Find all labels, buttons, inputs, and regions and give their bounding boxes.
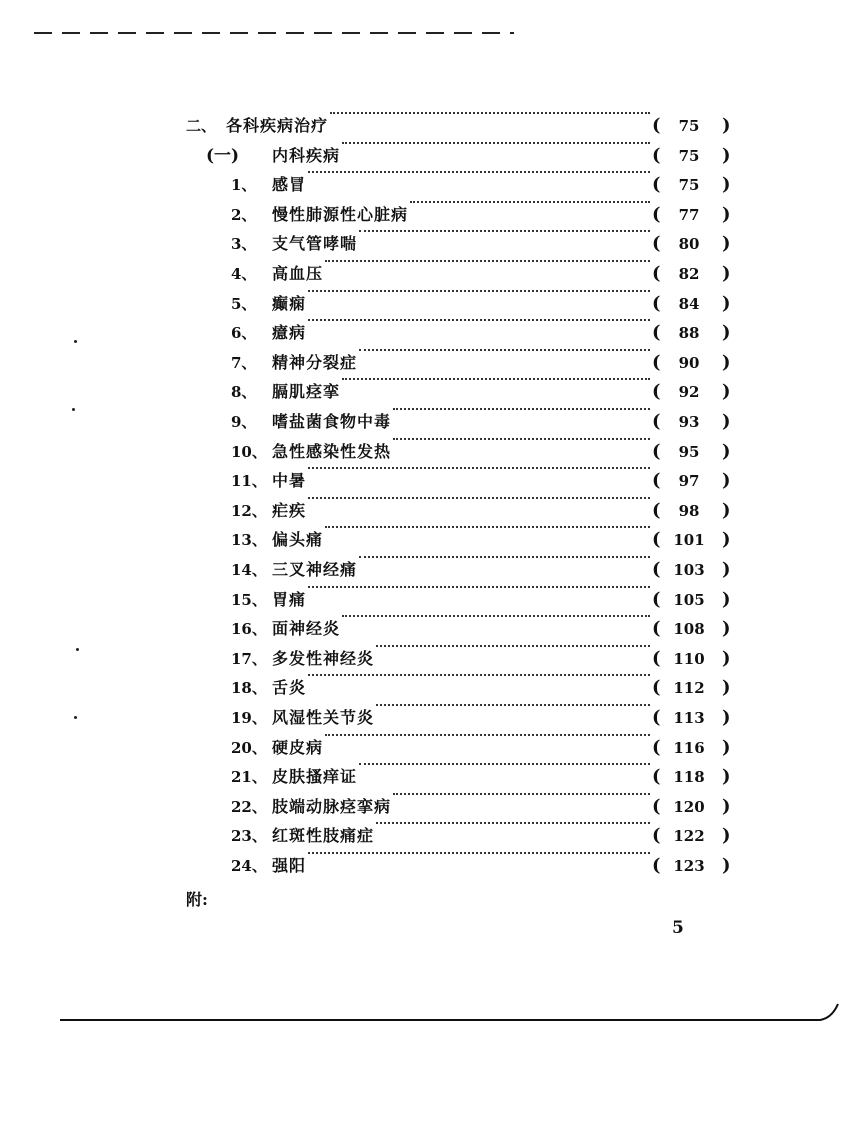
toc-leader-dots bbox=[330, 112, 650, 114]
toc-entry-title: 急性感染性发热 bbox=[272, 441, 392, 461]
toc-leader-dots bbox=[325, 734, 650, 736]
toc-paren-open: ( bbox=[652, 855, 661, 876]
toc-entry-page: 75 bbox=[678, 176, 700, 195]
toc-paren-close: ) bbox=[722, 499, 731, 521]
toc-paren-open: ( bbox=[652, 795, 661, 817]
toc-entry-page: 77 bbox=[678, 205, 700, 224]
toc-entry bbox=[0, 230, 866, 258]
toc-leader-dots bbox=[393, 408, 650, 410]
toc-leader-dots bbox=[376, 645, 650, 647]
toc-paren-open: ( bbox=[652, 647, 661, 669]
toc-entry bbox=[0, 438, 866, 466]
toc-entry-title: 三叉神经痛 bbox=[272, 560, 358, 579]
toc-entry-number: 16、 bbox=[231, 620, 267, 639]
toc-entry-title: 内科疾病 bbox=[272, 145, 341, 165]
toc-entry bbox=[0, 586, 866, 614]
toc-entry-number: 14、 bbox=[231, 561, 267, 579]
toc-leader-dots bbox=[308, 674, 650, 676]
toc-entry-page: 113 bbox=[673, 709, 705, 727]
toc-paren-open: ( bbox=[652, 825, 661, 847]
toc-entry bbox=[0, 349, 866, 377]
toc-leader-dots bbox=[410, 201, 650, 203]
toc-leader-dots bbox=[359, 763, 650, 765]
toc-entry-page: 75 bbox=[678, 146, 700, 165]
toc-paren-open: ( bbox=[652, 144, 661, 166]
toc-paren-close: ) bbox=[722, 795, 731, 817]
toc-leader-dots bbox=[359, 230, 650, 232]
toc-entry-title: 疟疾 bbox=[272, 500, 307, 520]
toc-paren-close: ) bbox=[722, 381, 731, 403]
toc-leader-dots bbox=[308, 497, 650, 499]
toc-entry bbox=[0, 852, 866, 880]
toc-entry bbox=[0, 526, 866, 554]
toc-paren-close: ) bbox=[722, 618, 731, 640]
toc-paren-close: ) bbox=[722, 233, 731, 255]
toc-entry-number: 8、 bbox=[231, 383, 257, 402]
toc-entry-number: 1、 bbox=[231, 176, 257, 195]
toc-entry-title: 中暑 bbox=[272, 471, 307, 491]
toc-entry bbox=[0, 704, 866, 732]
toc-entry-page: 101 bbox=[673, 531, 705, 550]
toc-entry-number: 21、 bbox=[231, 768, 267, 787]
toc-entry bbox=[0, 467, 866, 495]
toc-paren-open: ( bbox=[652, 707, 661, 728]
toc-entry-number: 15、 bbox=[231, 590, 267, 609]
toc-paren-close: ) bbox=[722, 588, 731, 610]
toc-entry-page: 75 bbox=[678, 117, 700, 135]
toc-entry-title: 皮肤搔痒证 bbox=[272, 767, 358, 787]
toc-paren-open: ( bbox=[652, 766, 661, 788]
toc-leader-dots bbox=[376, 704, 650, 706]
toc-leader-dots bbox=[325, 260, 650, 262]
toc-entry-number: 2、 bbox=[231, 205, 257, 224]
toc-paren-open: ( bbox=[652, 618, 661, 640]
toc-entry-number: 22、 bbox=[231, 797, 267, 816]
toc-entry-number: (一) bbox=[206, 145, 240, 166]
toc-entry bbox=[0, 112, 866, 140]
toc-leader-dots bbox=[342, 142, 650, 144]
toc-entry-page: 120 bbox=[673, 797, 705, 816]
toc-entry-number: 18、 bbox=[231, 679, 267, 698]
toc-paren-close: ) bbox=[722, 174, 731, 196]
toc-entry-number: 10、 bbox=[231, 442, 267, 461]
toc-entry bbox=[0, 734, 866, 762]
toc-paren-close: ) bbox=[722, 144, 731, 166]
toc-leader-dots bbox=[393, 793, 650, 795]
toc-paren-open: ( bbox=[652, 381, 661, 403]
toc-entry bbox=[0, 615, 866, 643]
toc-leader-dots bbox=[376, 822, 650, 824]
toc-leader-dots bbox=[359, 349, 650, 351]
toc-entry-number: 9、 bbox=[231, 413, 257, 431]
toc-paren-open: ( bbox=[652, 411, 661, 432]
toc-paren-close: ) bbox=[722, 440, 731, 462]
toc-entry bbox=[0, 763, 866, 791]
toc-entry bbox=[0, 793, 866, 821]
toc-entry-title: 各科疾病治疗 bbox=[226, 116, 329, 135]
toc-paren-close: ) bbox=[722, 322, 731, 344]
toc-entry bbox=[0, 497, 866, 525]
toc-paren-open: ( bbox=[652, 470, 661, 492]
toc-entry-title: 风湿性关节炎 bbox=[272, 708, 375, 727]
toc-entry-title: 高血压 bbox=[272, 264, 324, 283]
toc-paren-close: ) bbox=[722, 351, 731, 373]
toc-entry-page: 95 bbox=[678, 442, 700, 461]
toc-entry-title: 面神经炎 bbox=[272, 619, 341, 639]
toc-entry-number: 12、 bbox=[231, 501, 267, 520]
toc-paren-close: ) bbox=[722, 707, 731, 728]
toc-entry-page: 105 bbox=[673, 590, 705, 609]
toc-leader-dots bbox=[308, 467, 650, 469]
toc-leader-dots bbox=[393, 438, 650, 440]
toc-entry-title: 红斑性肢痛症 bbox=[272, 826, 375, 846]
toc-entry-page: 80 bbox=[678, 235, 700, 254]
toc-entry-number: 13、 bbox=[231, 531, 267, 550]
toc-paren-open: ( bbox=[652, 174, 661, 196]
toc-entry-title: 舌炎 bbox=[272, 678, 307, 698]
toc-paren-close: ) bbox=[722, 292, 731, 314]
toc-leader-dots bbox=[308, 852, 650, 854]
toc-entry-page: 93 bbox=[678, 413, 700, 431]
toc-paren-close: ) bbox=[722, 736, 731, 758]
toc-entry-title: 慢性肺源性心脏病 bbox=[272, 204, 409, 224]
toc-entry-title: 癫痫 bbox=[272, 293, 307, 313]
toc-paren-open: ( bbox=[652, 440, 661, 462]
scan-speck bbox=[76, 648, 79, 651]
scan-speck bbox=[72, 408, 75, 411]
toc-entry-title: 精神分裂症 bbox=[272, 352, 358, 372]
toc-entry-page: 110 bbox=[673, 649, 705, 668]
toc-leader-dots bbox=[342, 378, 650, 380]
toc-entry-page: 123 bbox=[673, 857, 705, 875]
toc-entry-page: 82 bbox=[678, 265, 700, 283]
toc-paren-open: ( bbox=[652, 736, 661, 758]
toc-paren-open: ( bbox=[652, 499, 661, 521]
toc-entry bbox=[0, 201, 866, 229]
scan-speck bbox=[74, 340, 77, 343]
toc-entry-page: 90 bbox=[678, 353, 700, 372]
toc-entry bbox=[0, 674, 866, 702]
toc-entry bbox=[0, 556, 866, 584]
toc-entry-page: 88 bbox=[678, 324, 700, 343]
toc-entry-page: 92 bbox=[678, 383, 700, 402]
toc-entry-page: 118 bbox=[673, 768, 705, 787]
toc-paren-close: ) bbox=[722, 115, 731, 136]
toc-leader-dots bbox=[325, 526, 650, 528]
toc-paren-open: ( bbox=[652, 233, 661, 255]
toc-paren-close: ) bbox=[722, 263, 731, 284]
toc-entry bbox=[0, 822, 866, 850]
toc-leader-dots bbox=[308, 319, 650, 321]
page-number: 5 bbox=[672, 918, 684, 938]
toc-paren-close: ) bbox=[722, 470, 731, 492]
toc-entry-title: 偏头痛 bbox=[272, 530, 324, 550]
toc-entry-page: 112 bbox=[673, 679, 705, 698]
toc-entry-title: 硬皮病 bbox=[272, 737, 324, 757]
toc-entry-number: 二、 bbox=[186, 117, 217, 135]
toc-entry-title: 强阳 bbox=[272, 856, 307, 875]
toc-entry-number: 7、 bbox=[231, 353, 257, 372]
toc-paren-close: ) bbox=[722, 825, 731, 847]
toc-entry-page: 97 bbox=[678, 472, 700, 491]
toc-paren-close: ) bbox=[722, 855, 731, 876]
toc-entry-page: 122 bbox=[673, 827, 705, 846]
toc-entry bbox=[0, 290, 866, 318]
top-dashed-line bbox=[34, 30, 514, 36]
toc-paren-close: ) bbox=[722, 559, 731, 580]
toc-entry-title: 支气管哮喘 bbox=[272, 234, 358, 254]
toc-paren-close: ) bbox=[722, 677, 731, 699]
toc-entry bbox=[0, 319, 866, 347]
toc-leader-dots bbox=[359, 556, 650, 558]
toc-paren-close: ) bbox=[722, 647, 731, 669]
toc-entry-title: 癔病 bbox=[272, 323, 307, 343]
appendix-label: 附: bbox=[186, 890, 208, 909]
toc-entry-number: 4、 bbox=[231, 265, 257, 283]
toc-leader-dots bbox=[308, 290, 650, 292]
toc-entry bbox=[0, 378, 866, 406]
toc-paren-open: ( bbox=[652, 351, 661, 373]
toc-leader-dots bbox=[342, 615, 650, 617]
toc-entry-page: 108 bbox=[673, 620, 705, 639]
toc-paren-close: ) bbox=[722, 529, 731, 551]
toc-entry-number: 11、 bbox=[231, 472, 267, 491]
toc-paren-open: ( bbox=[652, 292, 661, 314]
toc-paren-open: ( bbox=[652, 588, 661, 610]
toc-paren-open: ( bbox=[652, 559, 661, 580]
toc-paren-open: ( bbox=[652, 115, 661, 136]
toc-entry bbox=[0, 645, 866, 673]
toc-entry-number: 6、 bbox=[231, 324, 257, 343]
toc-entry-number: 17、 bbox=[231, 649, 267, 668]
toc-entry-title: 膈肌痉挛 bbox=[272, 382, 341, 402]
toc-paren-open: ( bbox=[652, 263, 661, 284]
toc-entry bbox=[0, 408, 866, 436]
toc-entry bbox=[0, 171, 866, 199]
toc-entry-page: 103 bbox=[673, 561, 705, 579]
toc-entry-title: 感冒 bbox=[272, 175, 307, 195]
toc-entry-title: 嗜盐菌食物中毒 bbox=[272, 412, 392, 431]
toc-entry-number: 23、 bbox=[231, 827, 267, 846]
toc-entry-number: 5、 bbox=[231, 294, 257, 313]
toc-entry-title: 胃痛 bbox=[272, 589, 307, 609]
toc-entry-title: 多发性神经炎 bbox=[272, 648, 375, 668]
toc-leader-dots bbox=[308, 586, 650, 588]
toc-paren-close: ) bbox=[722, 411, 731, 432]
toc-paren-close: ) bbox=[722, 766, 731, 788]
toc-entry-number: 20、 bbox=[231, 738, 267, 757]
toc-entry-page: 116 bbox=[673, 738, 705, 757]
toc-entry-page: 98 bbox=[678, 501, 700, 520]
bottom-rule-line bbox=[60, 990, 840, 1030]
toc-leader-dots bbox=[308, 171, 650, 173]
toc-entry bbox=[0, 260, 866, 288]
toc-paren-open: ( bbox=[652, 529, 661, 551]
toc-entry-number: 3、 bbox=[231, 235, 257, 254]
toc-paren-open: ( bbox=[652, 203, 661, 225]
toc-entry-number: 24、 bbox=[231, 857, 267, 875]
toc-entry-number: 19、 bbox=[231, 709, 267, 727]
toc-paren-close: ) bbox=[722, 203, 731, 225]
toc-entry bbox=[0, 142, 866, 170]
toc-paren-open: ( bbox=[652, 322, 661, 344]
toc-paren-open: ( bbox=[652, 677, 661, 699]
toc-entry-title: 肢端动脉痉挛病 bbox=[272, 796, 392, 816]
toc-entry-page: 84 bbox=[678, 294, 700, 313]
scan-speck bbox=[74, 716, 77, 719]
